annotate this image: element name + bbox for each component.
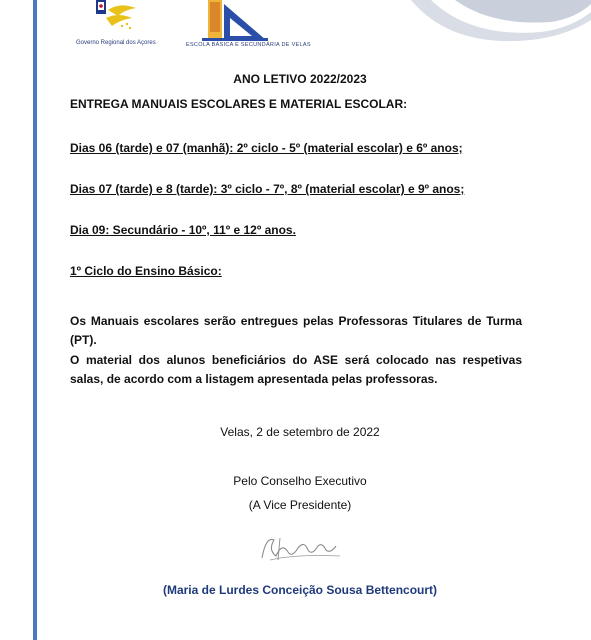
left-margin-bar: [33, 0, 37, 640]
schedule-item: Dias 07 (tarde) e 8 (tarde): 3º ciclo - 7º, 8º (material escolar) e 9º anos;: [70, 182, 465, 196]
signer-name: (Maria de Lurdes Conceição Sousa Bettencourt): [162, 583, 438, 597]
school-emblem-icon: [200, 0, 270, 42]
azores-government-logo: [76, 0, 166, 50]
paragraph-ase-material: O material dos alunos beneficiários do ASE será colocado nas respetivas salas, de acordo com a listagem apresentada pelas professoras.: [70, 353, 522, 386]
section-title: 1º Ciclo do Ensino Básico:: [70, 264, 222, 278]
main-title: ENTREGA MANUAIS ESCOLARES E MATERIAL ESCOLAR:: [70, 97, 408, 111]
signoff-council: Pelo Conselho Executivo: [233, 474, 367, 488]
paragraph-manuals: Os Manuais escolares serão entregues pelas Professoras Titulares de Turma (PT).: [70, 314, 522, 347]
azores-emblem-icon: [94, 0, 140, 34]
schedule-item: Dia 09: Secundário - 10º, 11º e 12º anos.: [70, 223, 296, 237]
signoff-role: (A Vice Presidente): [248, 498, 352, 512]
school-caption: ESCOLA BÁSICA E SECUNDÁRIA DE VELAS: [186, 42, 311, 48]
gov-caption: Governo Regional dos Açores: [76, 40, 156, 46]
school-logo: [186, 0, 316, 52]
schedule-item: Dias 06 (tarde) e 07 (manhã): 2º ciclo - 5º (material escolar) e 6º anos;: [70, 141, 463, 155]
school-year-title: ANO LETIVO 2022/2023: [233, 72, 367, 86]
header-logos: [0, 0, 591, 60]
corner-wave-decoration: [391, 0, 591, 50]
handwritten-signature: [256, 532, 346, 564]
date-line: Velas, 2 de setembro de 2022: [220, 425, 380, 439]
